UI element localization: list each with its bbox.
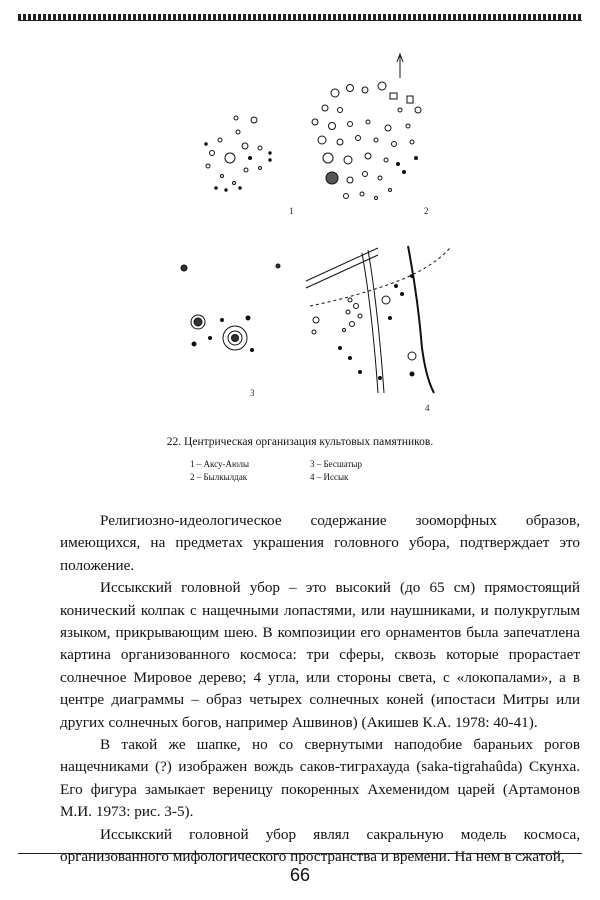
paragraph-4: Иссыкский головной убор являл сакральную модель космоса, организованного мифологического пространства и времени. На нем в сжатой, xyxy=(60,825,580,866)
figure-label-1: 1 xyxy=(289,206,294,216)
footer-rule xyxy=(18,853,582,854)
figure-caption: 22. Центрическая организация культовых памятников. xyxy=(166,436,434,448)
figure-legend xyxy=(190,458,430,484)
paragraph-3: В такой же шапке, но со свернутыми наподобие бараньих рогов нащечниками (?) изображен вождь саков-тиграхауда (saka-tigrahaûda) Скунха. Его фигура замыкает вереницу покоренных Ахеменидом царей (Артамонов М.И. 1973: рис. 3-5). xyxy=(60,736,580,821)
plan-4-issyk xyxy=(306,246,450,393)
legend-item-1: 1 – Аксу-Аюлы xyxy=(190,459,250,469)
body-text xyxy=(60,510,580,869)
plan-2-bylkyldak xyxy=(312,54,421,200)
legend-row xyxy=(190,471,430,484)
figure-label-3: 3 xyxy=(250,388,255,398)
legend-row xyxy=(190,458,430,471)
paragraph-2: Иссыкский головной убор – это высокий (до 65 см) прямостоящий конический колпак с нащечными лопастями, или наушниками, и полукруглым языком, прикрывающим шею. В композиции его орнаментов была запечатлена картина организованного космоса: три сферы, сквозь которые прорастает солнечное Мировое дерево; 4 угла, или стороны света, с «локопалами», а в центре диаграммы – образ четырех солнечных коней (ипостаси Митры или других солнечных богов, например Ашвинов) (Акишев К.А. 1978: 40-41). xyxy=(60,579,580,731)
paragraph-1: Религиозно-идеологическое содержание зооморфных образов, имеющихся, на предметах украшения головного убора, подтверждает это положение. xyxy=(60,512,580,574)
legend-item-3: 3 – Бесшатыр xyxy=(310,459,363,469)
page-number: 66 xyxy=(289,865,311,885)
figure-label-2: 2 xyxy=(424,206,429,216)
site-plans-figure xyxy=(150,48,460,423)
plan-1-aksu-ayuly xyxy=(205,116,271,191)
header-ornament-rule xyxy=(18,14,582,21)
legend-item-2: 2 – Былкылдак xyxy=(190,472,248,482)
plan-3-besshatyr xyxy=(181,264,280,352)
legend-item-4: 4 – Иссык xyxy=(310,472,349,482)
figure-label-4: 4 xyxy=(425,403,430,413)
